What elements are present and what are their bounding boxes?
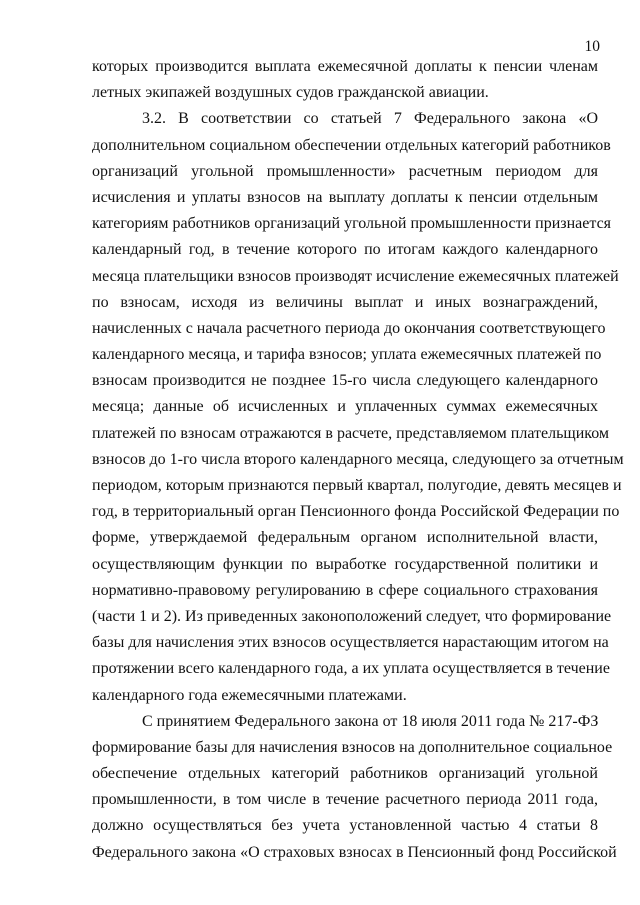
text-line: промышленности, в том числе в течение расчетного периода 2011 года, (92, 791, 598, 809)
text-line: форме, утверждаемой федеральным органом исполнительной власти, (92, 529, 598, 547)
text-line: платежей по взносам отражаются в расчете, представляемом плательщиком (92, 424, 610, 442)
paragraph-3-2 (92, 110, 624, 712)
text-line: начисленных с начала расчетного периода до окончания соответствующего (92, 319, 606, 337)
text-line: Федерального закона «О страховых взносах в Пенсионный фонд Российской (92, 843, 617, 861)
text-line: нормативно-правовому регулированию в сфере социального страхования (92, 581, 598, 599)
page-number: 10 (584, 38, 600, 55)
text-line: С принятием Федерального закона от 18 июля 2011 года № 217-ФЗ (142, 712, 599, 730)
text-line: периодом, которым признаются первый квартал, полугодие, девять месяцев и (92, 477, 622, 494)
paragraph-3 (92, 712, 617, 870)
text-line: осуществляющим функции по выработке государственной политики и (92, 555, 598, 573)
text-line: протяжении всего календарного года, а их уплата осуществляется в течение (92, 660, 610, 678)
text-line: взносов до 1-го числа второго календарного месяца, следующего за отчетным (92, 450, 624, 468)
text-line: базы для начисления этих взносов осуществляется нарастающим итогом на (92, 634, 609, 652)
text-line: категориям работников организаций угольной промышленности признается (92, 215, 612, 233)
text-line: которых производится выплата ежемесячной доплаты к пенсии членам (92, 58, 598, 75)
text-line: обеспечение отдельных категорий работников организаций угольной (92, 765, 598, 783)
text-line: дополнительном социальном обеспечении отдельных категорий работников (92, 136, 611, 154)
text-line: формирование базы для начисления взносов на дополнительное социальное (92, 738, 613, 756)
text-line: календарный год, в течение которого по итогам каждого календарного (92, 241, 598, 259)
text-line: 3.2. В соответствии со статьей 7 Федерального закона «О (142, 110, 598, 128)
text-line: месяца плательщики взносов производят исчисление ежемесячных платежей (92, 267, 619, 285)
text-line: организаций угольной промышленности» расчетным периодом для (92, 162, 598, 180)
text-line: (части 1 и 2). Из приведенных законоположений следует, что формирование (92, 607, 612, 625)
text-line: календарного года ежемесячными платежами. (92, 686, 407, 704)
paragraph-1 (92, 58, 598, 110)
text-line: по взносам, исходя из величины выплат и иных вознаграждений, (92, 293, 598, 311)
text-line: должно осуществляться без учета установленной частью 4 статьи 8 (92, 817, 598, 835)
text-line: исчисления и уплаты взносов на выплату доплаты к пенсии отдельным (92, 188, 598, 206)
text-line: взносам производится не позднее 15-го числа следующего календарного (92, 372, 598, 390)
text-line: месяца; данные об исчисленных и уплаченных суммах ежемесячных (92, 398, 598, 416)
text-line: летных экипажей воздушных судов гражданской авиации. (92, 84, 489, 102)
text-line: календарного месяца, и тарифа взносов; уплата ежемесячных платежей по (92, 346, 602, 364)
document-body (92, 58, 624, 870)
text-line: год, в территориальный орган Пенсионного фонда Российской Федерации по (92, 503, 620, 521)
